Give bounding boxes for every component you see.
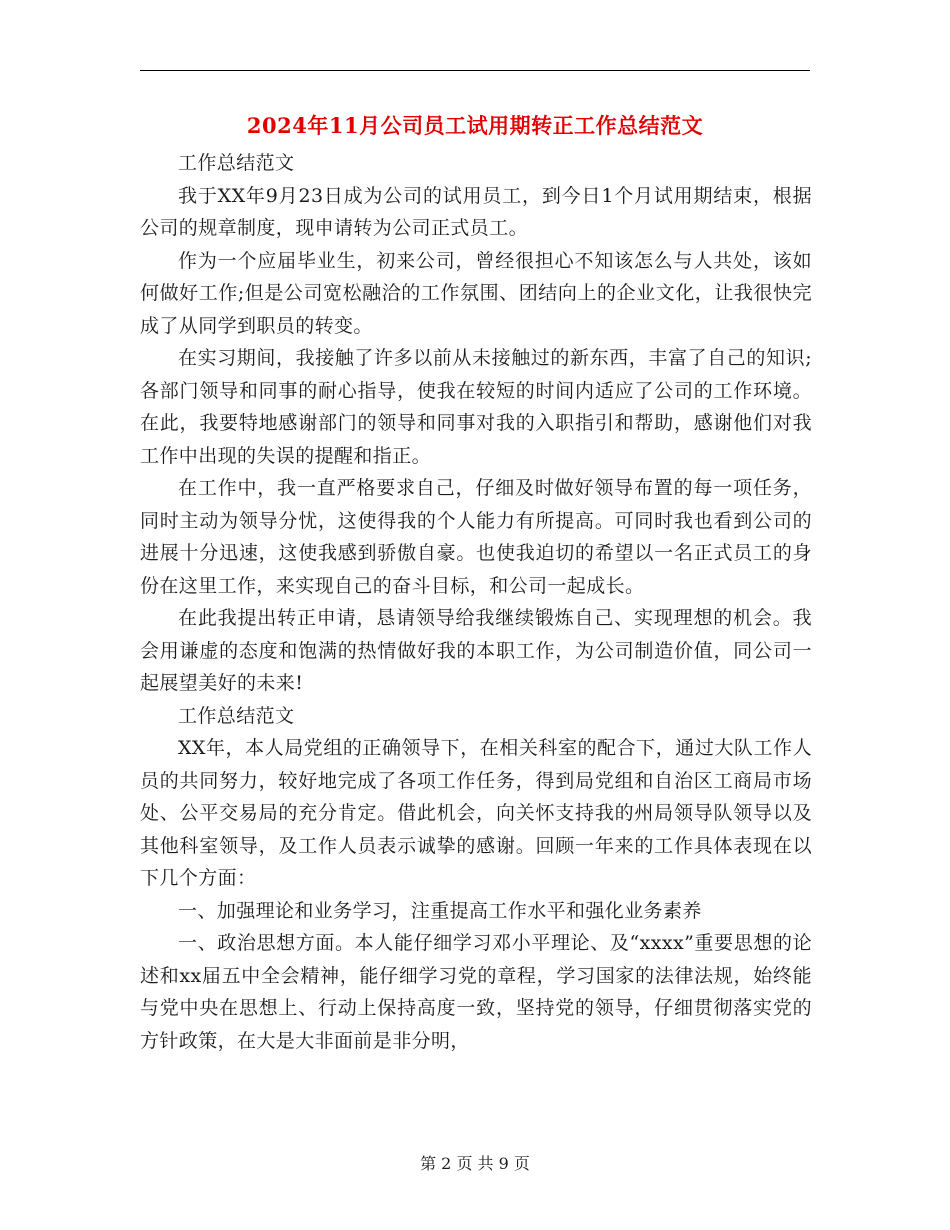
section-heading: 一、加强理论和业务学习，注重提高工作水平和强化业务素养 [178,899,702,922]
paragraph: 在此我提出转正申请，恳请领导给我继续锻炼自己、实现理想的机会。我会用谦虚的态度和饱满的热情做好我的本职工作，为公司制造价值，同公司一起展望美好的未来! [140,607,812,694]
section-heading: 工作总结范文 [178,152,295,174]
paragraph: 一、政治思想方面。本人能仔细学习邓小平理论、及“xxxx”重要思想的论述和xx届五中全会精神，能仔细学习党的章程，学习国家的法律法规，始终能与党中央在思想上、行动上保持高度一致，坚持党的领导，仔细贯彻落实党的方针政策，在大是大非面前是非分明， [140,932,812,1052]
header-rule [140,70,810,71]
paragraph: 作为一个应届毕业生，初来公司，曾经很担心不知该怎么与人共处，该如何做好工作;但是公司宽松融洽的工作氛围、团结向上的企业文化，让我很快完成了从同学到职员的转变。 [140,249,812,337]
section-heading: 工作总结范文 [178,704,295,727]
paragraph: 在工作中，我一直严格要求自己，仔细及时做好领导布置的每一项任务，同时主动为领导分忧，这使得我的个人能力有所提高。可同时我也看到公司的进展十分迅速，这使我感到骄傲自豪。也使我迫切的希望以一名正式员工的身份在这里工作，来实现自己的奋斗目标，和公司一起成长。 [140,477,812,597]
paragraph: XX年，本人局党组的正确领导下，在相关科室的配合下，通过大队工作人员的共同努力，较好地完成了各项工作任务，得到局党组和自治区工商局市场处、公平交易局的充分肯定。借此机会，向关怀支持我的州局领导队领导以及其他科室领导，及工作人员表示诚挚的感谢。回顾一年来的工作具体表现在以下几个方面： [140,737,812,889]
document-title: 2024年11月公司员工试用期转正工作总结范文 [246,113,704,138]
paragraph: 我于XX年9月23日成为公司的试用员工，到今日1个月试用期结束，根据公司的规章制度，现申请转为公司正式员工。 [140,184,812,239]
paragraph: 在实习期间，我接触了许多以前从未接触过的新东西，丰富了自己的知识;各部门领导和同事的耐心指导，使我在较短的时间内适应了公司的工作环境。在此，我要特地感谢部门的领导和同事对我的入职指引和帮助，感谢他们对我工作中出现的失误的提醒和指正。 [140,347,812,467]
document-body [140,147,812,1057]
page-number: 第 2 页 共 9 页 [420,1154,530,1173]
